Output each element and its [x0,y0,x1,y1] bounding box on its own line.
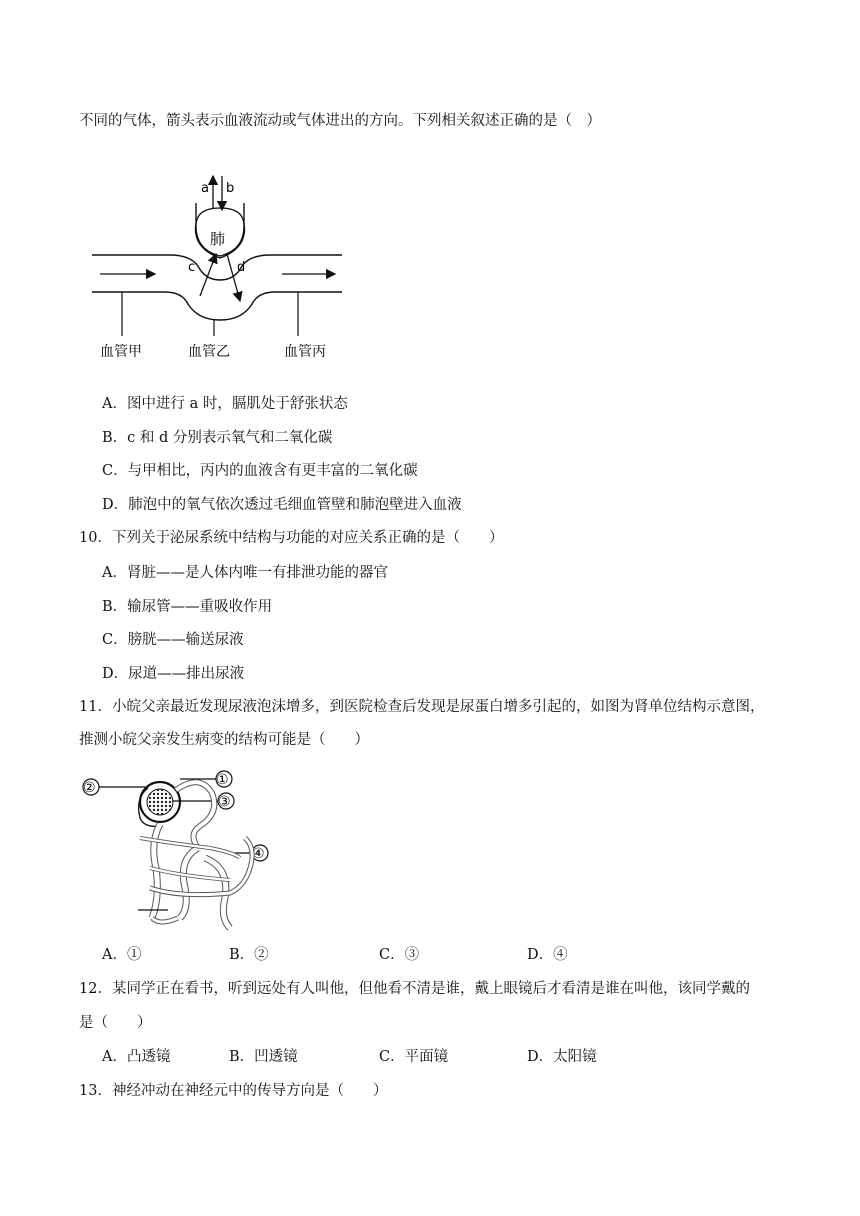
q12-option-a: A．凸透镜 [102,1049,171,1065]
label-b: b [226,181,235,196]
nephron-figure [80,768,280,953]
vessel-bottom-wall [92,292,342,320]
q10-option-c: C．膀胱——输送尿液 [102,632,244,648]
q10-option-a: A．肾脏——是人体内唯一有排泄功能的器官 [102,565,388,581]
q9-option-b: B．c 和 d 分别表示氧气和二氧化碳 [102,430,333,446]
lung-label: 肺 [210,230,226,248]
vessel-label-1: 血管甲 [100,344,142,360]
q9-option-a: A．图中进行 a 时，膈肌处于舒张状态 [102,396,348,412]
q11-stem-line1: 11．小皖父亲最近发现尿液泡沫增多，到医院检查后发现是尿蛋白增多引起的，如图为肾单位结构示意图， [79,699,765,715]
q10-option-d: D．尿道——排出尿液 [102,666,245,682]
q11-option-d: D．④ [527,947,568,963]
vessel-label-2: 血管乙 [188,344,230,360]
label-a: a [201,181,209,196]
q10-stem: 10．下列关于泌尿系统中结构与功能的对应关系正确的是（ ） [79,530,504,546]
glomerulus [147,789,173,815]
label-c: c [188,260,196,275]
q13-stem: 13．神经冲动在神经元中的传导方向是（ ） [79,1083,388,1099]
vessel-top-wall [92,255,342,280]
q12-stem-line1: 12．某同学正在看书，听到远处有人叫他，但他看不清是谁，戴上眼镜后才看清是谁在叫他，该同学戴的 [79,981,750,997]
label-2: ② [83,780,96,796]
q12-stem-line2: 是（ ） [79,1015,152,1031]
label-4: ④ [252,846,265,862]
q9-option-d: D．肺泡中的氧气依次透过毛细血管壁和肺泡壁进入血液 [102,497,462,513]
vessel-label-3: 血管丙 [284,344,326,360]
label-3: ③ [218,794,231,810]
q11-option-c: C．③ [379,947,420,963]
q12-option-d: D．太阳镜 [527,1049,597,1065]
q9-stem: 不同的气体，箭头表示血液流动或气体进出的方向。下列相关叙述正确的是（ ） [79,113,601,129]
q9-option-c: C．与甲相比，丙内的血液含有更丰富的二氧化碳 [102,463,418,479]
label-d: d [237,260,246,275]
label-1: ① [216,772,229,788]
lung-gas-exchange-figure [80,168,370,368]
q11-stem-line2: 推测小皖父亲发生病变的结构可能是（ ） [79,732,369,748]
q11-option-a: A．① [102,947,142,963]
q10-option-b: B．输尿管——重吸收作用 [102,599,273,615]
q12-option-c: C．平面镜 [379,1049,449,1065]
q11-option-b: B．② [229,947,269,963]
arrow-c [200,254,216,296]
q12-option-b: B．凹透镜 [229,1049,298,1065]
